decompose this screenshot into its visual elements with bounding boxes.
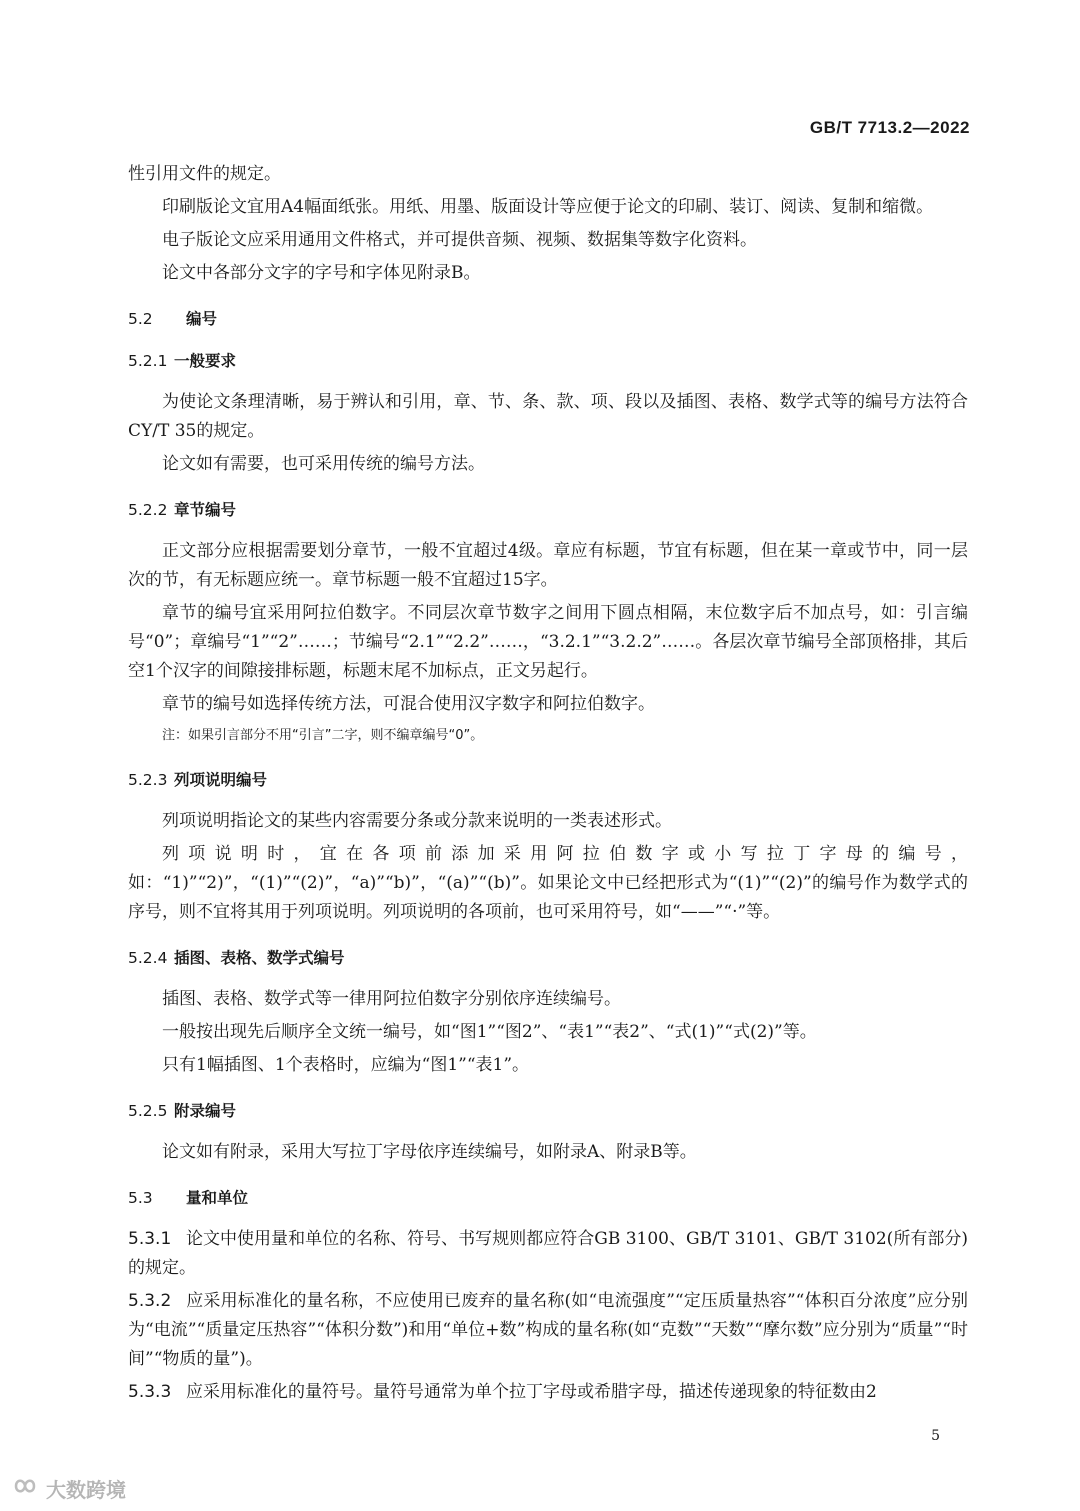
paragraph: 论文中各部分文字的字号和字体见附录B。 <box>162 263 481 283</box>
heading-title: 一般要求 <box>174 352 237 370</box>
paragraph: 性引用文件的规定。 <box>128 164 281 184</box>
paragraph: 列项说明时，宜在各项前添加采用阿拉伯数字或小写拉丁字母的编号，如：“1)”“2)”，“(1)”“(2)”，“a)”“b)”，“(a)”“(b)”。如果论文中已经把形式为“(1)”“(2)”的编号作为数学式的序号，则不宜将其用于列项说明。列项说明的各项前，也可采用符号，如“——”“·”等。 <box>128 844 968 922</box>
heading-title: 插图、表格、数学式编号 <box>174 949 345 967</box>
section-heading <box>128 1187 968 1209</box>
paragraph: 电子版论文应采用通用文件格式，并可提供音频、视频、数据集等数字化资料。 <box>162 230 757 250</box>
subsection-heading <box>128 350 968 372</box>
watermark-text: 大数跨境 <box>46 1478 126 1502</box>
heading-title: 列项说明编号 <box>174 771 268 789</box>
clause-text: 论文中使用量和单位的名称、符号、书写规则都应符合GB 3100、GB/T 3101、GB/T 3102(所有部分)的规定。 <box>128 1229 968 1278</box>
clause <box>128 1378 968 1407</box>
paragraph: 印刷版论文宜用A4幅面纸张。用纸、用墨、版面设计等应便于论文的印刷、装订、阅读、复制和缩微。 <box>162 197 934 217</box>
page-number: 5 <box>931 1428 940 1444</box>
standard-code: GB/T 7713.2—2022 <box>809 118 970 137</box>
subsection-heading <box>128 1100 968 1122</box>
clause-text: 应采用标准化的量符号。量符号通常为单个拉丁字母或希腊字母，描述传递现象的特征数由2 <box>186 1382 877 1402</box>
heading-number: 5.2 <box>128 310 153 328</box>
heading-number: 5.2.5 <box>128 1102 168 1120</box>
note: 注：如果引言部分不用“引言”二字，则不编章编号“0”。 <box>162 728 484 743</box>
heading-title: 章节编号 <box>174 501 237 519</box>
clause-number: 5.3.2 <box>128 1291 172 1311</box>
paragraph: 论文如有需要，也可采用传统的编号方法。 <box>162 454 485 474</box>
paragraph: 论文如有附录，采用大写拉丁字母依序连续编号，如附录A、附录B等。 <box>162 1142 697 1162</box>
paragraph: 列项说明指论文的某些内容需要分条或分款来说明的一类表述形式。 <box>162 811 672 831</box>
heading-number: 5.3 <box>128 1189 153 1207</box>
heading-number: 5.2.4 <box>128 949 168 967</box>
clause-number: 5.3.3 <box>128 1382 172 1402</box>
document-body <box>128 160 968 1411</box>
heading-title: 附录编号 <box>174 1102 237 1120</box>
paragraph: 正文部分应根据需要划分章节，一般不宜超过4级。章应有标题，节宜有标题，但在某一章或节中，同一层次的节，有无标题应统一。章节标题一般不宜超过15字。 <box>128 541 968 590</box>
watermark <box>8 1474 126 1503</box>
subsection-heading <box>128 499 968 521</box>
clause <box>128 1287 968 1374</box>
subsection-heading <box>128 769 968 791</box>
paragraph: 章节的编号如选择传统方法，可混合使用汉字数字和阿拉伯数字。 <box>162 694 655 714</box>
paragraph: 只有1幅插图、1个表格时，应编为“图1”“表1”。 <box>162 1055 530 1075</box>
heading-title: 编号 <box>186 310 218 328</box>
paragraph: 章节的编号宜采用阿拉伯数字。不同层次章节数字之间用下圆点相隔，末位数字后不加点号，如：引言编号“0”；章编号“1”“2”……；节编号“2.1”“2.2”……，“3.2.1”“3.2.2”……。各层次章节编号全部顶格排，其后空1个汉字的间隙接排标题，标题末尾不加标点，正文另起行。 <box>128 603 968 681</box>
infinity-logo-icon <box>8 1475 42 1502</box>
clause-text: 应采用标准化的量名称，不应使用已废弃的量名称(如“电流强度”“定压质量热容”“体积百分浓度”应分别为“电流”“质量定压热容”“体积分数”)和用“单位+数”构成的量名称(如“克数”“天数”“摩尔数”应分别为“质量”“时间”“物质的量”)。 <box>128 1291 968 1369</box>
heading-number: 5.2.1 <box>128 352 168 370</box>
subsection-heading <box>128 947 968 969</box>
heading-number: 5.2.3 <box>128 771 168 789</box>
paragraph: 一般按出现先后顺序全文统一编号，如“图1”“图2”、“表1”“表2”、“式(1)”“式(2)”等。 <box>162 1022 817 1042</box>
clause <box>128 1225 968 1283</box>
section-heading <box>128 308 968 330</box>
heading-number: 5.2.2 <box>128 501 168 519</box>
paragraph: 插图、表格、数学式等一律用阿拉伯数字分别依序连续编号。 <box>162 989 621 1009</box>
heading-title: 量和单位 <box>186 1189 249 1207</box>
clause-number: 5.3.1 <box>128 1229 172 1249</box>
paragraph: 为使论文条理清晰，易于辨认和引用，章、节、条、款、项、段以及插图、表格、数学式等的编号方法符合CY/T 35的规定。 <box>128 392 968 441</box>
